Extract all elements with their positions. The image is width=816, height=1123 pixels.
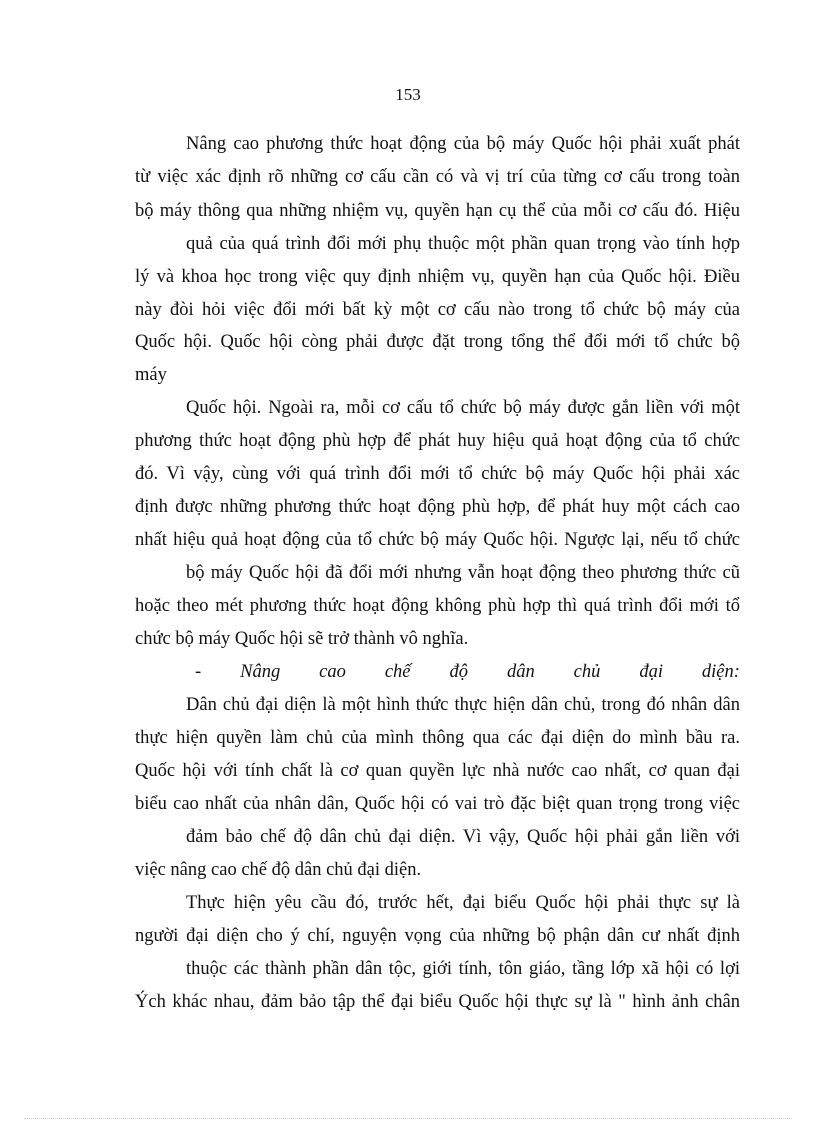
heading-word: đại bbox=[639, 662, 663, 682]
text-line: chức bộ máy Quốc hội sẽ trở thành vô nghĩa. bbox=[135, 629, 469, 649]
text-line: phương thức hoạt động phù hợp để phát huy hiệu quả hoạt động của tổ chức bbox=[135, 431, 740, 451]
heading-word: chế bbox=[384, 662, 411, 682]
section-heading bbox=[195, 661, 740, 683]
text-line: từ việc xác định rõ những cơ cấu cần có và vị trí của từng cơ cấu trong toàn bbox=[135, 167, 740, 187]
text-line: biểu cao nhất của nhân dân, Quốc hội có vai trò đặc biệt quan trọng trong việc bbox=[135, 794, 740, 814]
text-line: đó. Vì vậy, cùng với quá trình đổi mới tổ chức bộ máy Quốc hội phải xác bbox=[135, 464, 740, 484]
text-line: Ých khác nhau, đảm bảo tập thể đại biểu Quốc hội thực sự là " hình ảnh chân bbox=[135, 992, 740, 1012]
text-line: Quốc hội với tính chất là cơ quan quyền lực nhà nước cao nhất, cơ quan đại bbox=[135, 761, 740, 781]
text-line: nhất hiệu quả hoạt động của tổ chức bộ máy Quốc hội. Ngược lại, nếu tổ chức bbox=[135, 530, 740, 550]
heading-word: dân bbox=[506, 662, 535, 682]
text-line: lý và khoa học trong việc quy định nhiệm vụ, quyền hạn của Quốc hội. Điều bbox=[135, 267, 740, 287]
heading-word: - bbox=[195, 662, 202, 682]
text-line: đảm bảo chế độ dân chủ đại diện. Vì vậy, Quốc hội phải gắn liền với bbox=[186, 827, 740, 847]
heading-word: Nâng bbox=[240, 662, 281, 682]
text-line: thực hiện quyền làm chủ của mình thông qua các đại diện do mình bầu ra. bbox=[135, 728, 740, 748]
text-line: thuộc các thành phần dân tộc, giới tính, tôn giáo, tầng lớp xã hội có lợi bbox=[186, 959, 740, 979]
text-line: Thực hiện yêu cầu đó, trước hết, đại biểu Quốc hội phải thực sự là bbox=[186, 893, 740, 913]
text-line: Quốc hội. Quốc hội còng phải được đặt trong tổng thể đổi mới tổ chức bộ bbox=[135, 332, 740, 352]
text-line: máy bbox=[135, 365, 167, 385]
text-line: này đòi hỏi việc đổi mới bất kỳ một cơ cấu nào trong tổ chức bộ máy của bbox=[135, 300, 740, 320]
heading-word: chủ bbox=[573, 662, 601, 682]
text-line: bộ máy thông qua những nhiệm vụ, quyền hạn cụ thể của mỗi cơ cấu đó. Hiệu bbox=[135, 201, 740, 221]
text-line: định được những phương thức hoạt động phù hợp, để phát huy một cách cao bbox=[135, 497, 740, 517]
heading-word: diện: bbox=[701, 662, 740, 682]
heading-word: cao bbox=[319, 662, 346, 682]
page-number: 153 bbox=[395, 85, 421, 104]
page-bottom-border bbox=[24, 1118, 792, 1119]
text-line: việc nâng cao chế độ dân chủ đại diện. bbox=[135, 860, 422, 880]
text-line: người đại diện cho ý chí, nguyện vọng của những bộ phận dân cư nhất định bbox=[135, 926, 740, 946]
text-line: hoặc theo mét phương thức hoạt động không phù hợp thì quá trình đổi mới tổ bbox=[135, 596, 740, 616]
text-line: quả của quá trình đổi mới phụ thuộc một phần quan trọng vào tính hợp bbox=[186, 234, 740, 254]
text-line: Quốc hội. Ngoài ra, mỗi cơ cấu tổ chức bộ máy được gắn liền với một bbox=[186, 398, 740, 418]
text-line: Dân chủ đại diện là một hình thức thực hiện dân chủ, trong đó nhân dân bbox=[186, 695, 740, 715]
text-line: bộ máy Quốc hội đã đổi mới nhưng vẫn hoạt động theo phương thức cũ bbox=[186, 563, 740, 583]
text-line: Nâng cao phương thức hoạt động của bộ máy Quốc hội phải xuất phát bbox=[186, 134, 740, 154]
heading-word: độ bbox=[449, 662, 468, 682]
